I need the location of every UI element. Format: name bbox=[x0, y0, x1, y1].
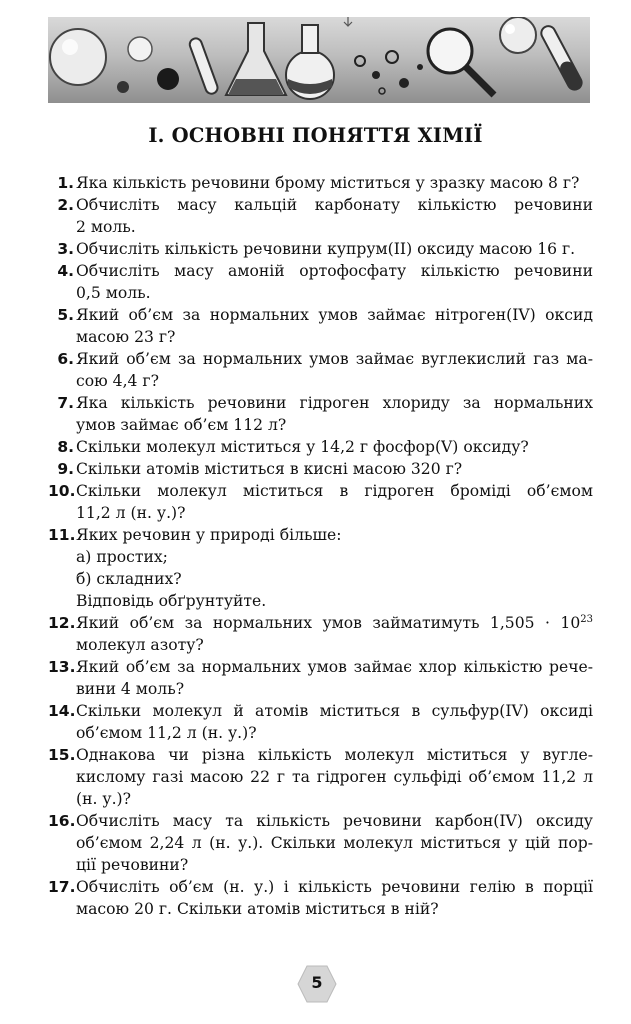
question-number: 4. bbox=[57, 262, 74, 280]
question-item: 17. Обчисліть об’єм (н. у.) і кількість речовини гелію в порції масою 20 г. Скільки атомів міститься в ній? bbox=[48, 878, 593, 918]
question-number: 9. bbox=[57, 460, 74, 478]
question-item: 11. Яких речовин у природі більше: а) простих; б) складних? Відповідь обґрунтуйте. bbox=[48, 526, 342, 610]
question-number: 15. bbox=[48, 746, 76, 764]
question-number: 14. bbox=[48, 702, 76, 720]
question-item: 7. Яка кількість речовини гідроген хлориду за нормальних умов займає об’єм 112 л? bbox=[48, 392, 593, 436]
question-item: 10. Скільки молекул міститься в гідроген броміді об’ємом 11,2 л (н. у.)? bbox=[48, 482, 593, 522]
question-number: 1. bbox=[57, 174, 74, 192]
question-number: 5. bbox=[57, 306, 74, 324]
question-number: 13. bbox=[48, 658, 76, 676]
lab-glassware-illustration bbox=[48, 17, 590, 103]
test-tube-icon bbox=[188, 37, 219, 96]
page-number: 5 bbox=[311, 973, 323, 992]
question-list bbox=[48, 172, 593, 920]
page-number-badge bbox=[297, 965, 337, 1003]
question-number: 10. bbox=[48, 482, 76, 500]
exponent: 23 bbox=[580, 613, 593, 625]
question-number: 3. bbox=[57, 240, 74, 258]
question-item: 16. Обчисліть масу та кількість речовини карбон(IV) оксиду об’ємом 2,24 л (н. у.). Скільки молекул міститься у цій пор- ції речовини? bbox=[48, 812, 593, 874]
question-number: 16. bbox=[48, 812, 76, 830]
question-item: 6. Який об’єм за нормальних умов займає вуглекислий газ ма- сою 4,4 г? bbox=[48, 348, 593, 392]
question-item: 14. Скільки молекул й атомів міститься в сульфур(IV) оксиді об’ємом 11,2 л (н. у.)? bbox=[48, 702, 593, 742]
question-item: 12. Який об’єм за нормальних умов займатимуть $1,505 \cdot 10^{23}$ молекул азоту? bbox=[48, 613, 593, 654]
chemistry-banner bbox=[48, 17, 590, 103]
question-number: 2. bbox=[57, 196, 74, 214]
question-item: 2. Обчисліть масу кальцій карбонату кількістю речовини 2 моль. bbox=[48, 194, 593, 238]
sphere-icon bbox=[50, 29, 106, 85]
question-number: 11. bbox=[48, 526, 76, 544]
question-item: 13. Який об’єм за нормальних умов займає хлор кількістю рече- вини 4 моль? bbox=[48, 658, 593, 698]
question-item: 4. Обчисліть масу амоній ортофосфату кількістю речовини 0,5 моль. bbox=[48, 260, 593, 304]
question-item: 3. Обчисліть кількість речовини купрум(II) оксиду масою 16 г. bbox=[48, 238, 593, 260]
question-item: 8. Скільки молекул міститься у 14,2 г фосфор(V) оксиду? bbox=[48, 436, 593, 458]
question-number: 6. bbox=[57, 350, 74, 368]
question-number: 7. bbox=[57, 394, 74, 412]
question-item: 5. Який об’єм за нормальних умов займає нітроген(IV) оксид масою 23 г? bbox=[48, 304, 593, 348]
question-item: 9. Скільки атомів міститься в кисні масою 320 г? bbox=[48, 458, 593, 480]
magnifier-icon bbox=[428, 29, 472, 73]
question-number: 12. bbox=[48, 614, 76, 632]
question-item: 1. Яка кількість речовини брому міститься у зразку масою 8 г? bbox=[48, 172, 593, 194]
question-number: 17. bbox=[48, 878, 76, 896]
question-number: 8. bbox=[57, 438, 74, 456]
section-title: I. ОСНОВНІ ПОНЯТТЯ ХІМІЇ bbox=[148, 124, 483, 147]
question-item: 15. Однакова чи різна кількість молекул міститься у вугле- кислому газі масою 22 г та гідроген сульфіді об’ємом 11,2 л (н. у.)? bbox=[48, 746, 593, 808]
